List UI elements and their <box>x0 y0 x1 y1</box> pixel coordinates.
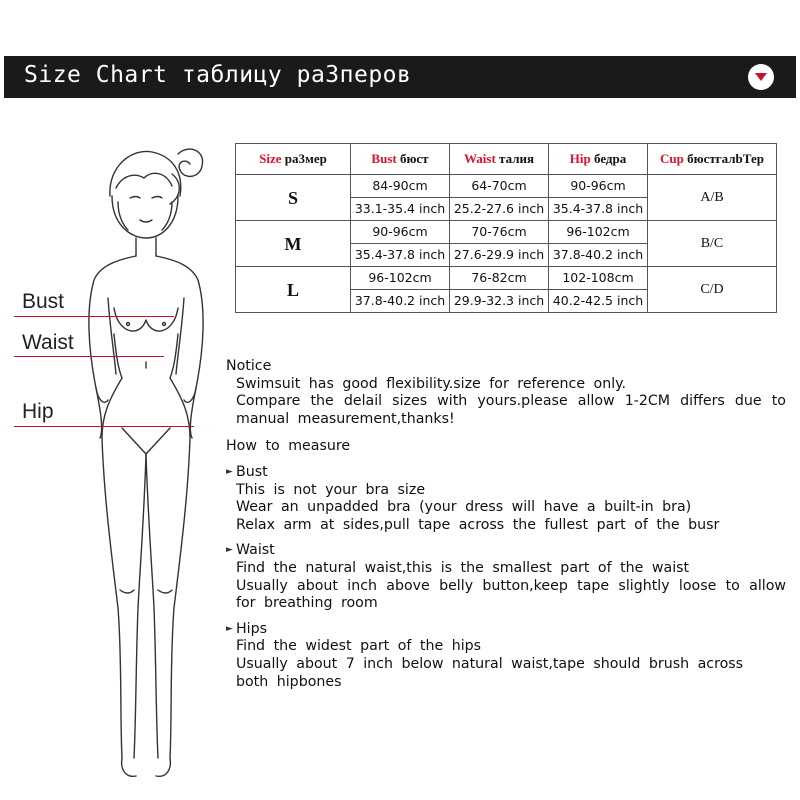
header-bust-en: Bust <box>371 151 397 166</box>
woman-outline-icon <box>60 138 220 788</box>
table-row <box>236 221 777 244</box>
waist-section-heading <box>226 542 786 560</box>
hips-section-title: Hips <box>236 620 268 637</box>
header-size-ru: pa3мер <box>284 151 327 166</box>
hip-cm-cell: 102-108cm <box>549 267 648 290</box>
notice-line: Swimsuit has good flexibility.size for reference only. <box>236 375 627 392</box>
chevron-down-circle-icon[interactable] <box>748 64 774 90</box>
waist-instruction: Find the natural waist,this is the smallest part of the waist <box>236 559 690 576</box>
header-bar <box>4 56 796 98</box>
table-row <box>236 175 777 198</box>
arrow-right-icon: ► <box>226 545 233 556</box>
bust-cm-cell: 96-102cm <box>351 267 450 290</box>
how-to-heading: How to measure <box>226 438 351 455</box>
notice-heading: Notice <box>226 358 272 374</box>
size-cell: L <box>236 267 351 313</box>
header-cup <box>648 144 777 175</box>
bust-inch-cell: 33.1-35.4 inch <box>351 198 450 221</box>
header-hip-ru: бедра <box>593 151 627 166</box>
hip-label: Hip <box>22 400 54 423</box>
cup-cell: A/B <box>648 175 777 221</box>
instructions-block <box>226 358 786 691</box>
bust-instruction: This is not your bra size <box>236 481 426 498</box>
waist-cm-cell: 70-76cm <box>450 221 549 244</box>
bust-instruction: Relax arm at sides,pull tape across the fullest part of the busr <box>236 516 720 533</box>
header-bust-ru: бюст <box>399 151 429 166</box>
hips-section-heading <box>226 621 786 639</box>
waist-instruction: Usually about inch above belly button,keep tape slightly loose to allow for breathing room <box>236 577 786 612</box>
hip-cm-cell: 90-96cm <box>549 175 648 198</box>
size-chart-table <box>235 143 777 313</box>
waist-inch-cell: 25.2-27.6 inch <box>450 198 549 221</box>
waist-inch-cell: 27.6-29.9 inch <box>450 244 549 267</box>
hip-inch-cell: 35.4-37.8 inch <box>549 198 648 221</box>
hips-instruction: Usually about 7 inch below natural waist,tape should brush across both hipbones <box>236 655 744 690</box>
waist-line <box>14 356 164 357</box>
header-waist-ru: талия <box>499 151 535 166</box>
header-waist-en: Waist <box>463 151 496 166</box>
hips-instruction: Find the widest part of the hips <box>236 638 482 655</box>
waist-section-title: Waist <box>236 542 275 559</box>
header-size <box>236 144 351 175</box>
notice-line: Compare the delail sizes with yours.please allow 1-2CM differs due to manual measurement,thanks! <box>236 393 786 427</box>
hip-line <box>14 426 194 427</box>
size-cell: S <box>236 175 351 221</box>
header-bust <box>351 144 450 175</box>
table-row <box>236 267 777 290</box>
bust-section-heading <box>226 464 786 482</box>
bust-inch-cell: 35.4-37.8 inch <box>351 244 450 267</box>
hip-inch-cell: 37.8-40.2 inch <box>549 244 648 267</box>
bust-section-title: Bust <box>236 463 268 480</box>
arrow-right-icon: ► <box>226 623 233 634</box>
bust-cm-cell: 90-96cm <box>351 221 450 244</box>
arrow-right-icon: ► <box>226 466 233 477</box>
header-cup-en: Cup <box>660 151 684 166</box>
waist-cm-cell: 64-70cm <box>450 175 549 198</box>
page-title: Size Chart таблицу ра3перов <box>24 62 412 88</box>
waist-label: Waist <box>22 331 74 354</box>
body-figure-illustration <box>60 138 220 788</box>
size-cell: M <box>236 221 351 267</box>
header-size-en: Size <box>259 151 282 166</box>
header-hip <box>549 144 648 175</box>
cup-cell: B/C <box>648 221 777 267</box>
header-waist <box>450 144 549 175</box>
bust-instruction: Wear an unpadded bra (your dress will have a built-in bra) <box>236 499 692 516</box>
bust-inch-cell: 37.8-40.2 inch <box>351 290 450 313</box>
bust-label: Bust <box>22 290 65 313</box>
header-cup-ru: бюстгалbТер <box>687 151 764 166</box>
hip-inch-cell: 40.2-42.5 inch <box>549 290 648 313</box>
table-header-row <box>236 144 777 175</box>
bust-line <box>14 316 174 317</box>
header-hip-en: Hip <box>569 151 591 166</box>
bust-cm-cell: 84-90cm <box>351 175 450 198</box>
hip-cm-cell: 96-102cm <box>549 221 648 244</box>
waist-inch-cell: 29.9-32.3 inch <box>450 290 549 313</box>
cup-cell: C/D <box>648 267 777 313</box>
waist-cm-cell: 76-82cm <box>450 267 549 290</box>
